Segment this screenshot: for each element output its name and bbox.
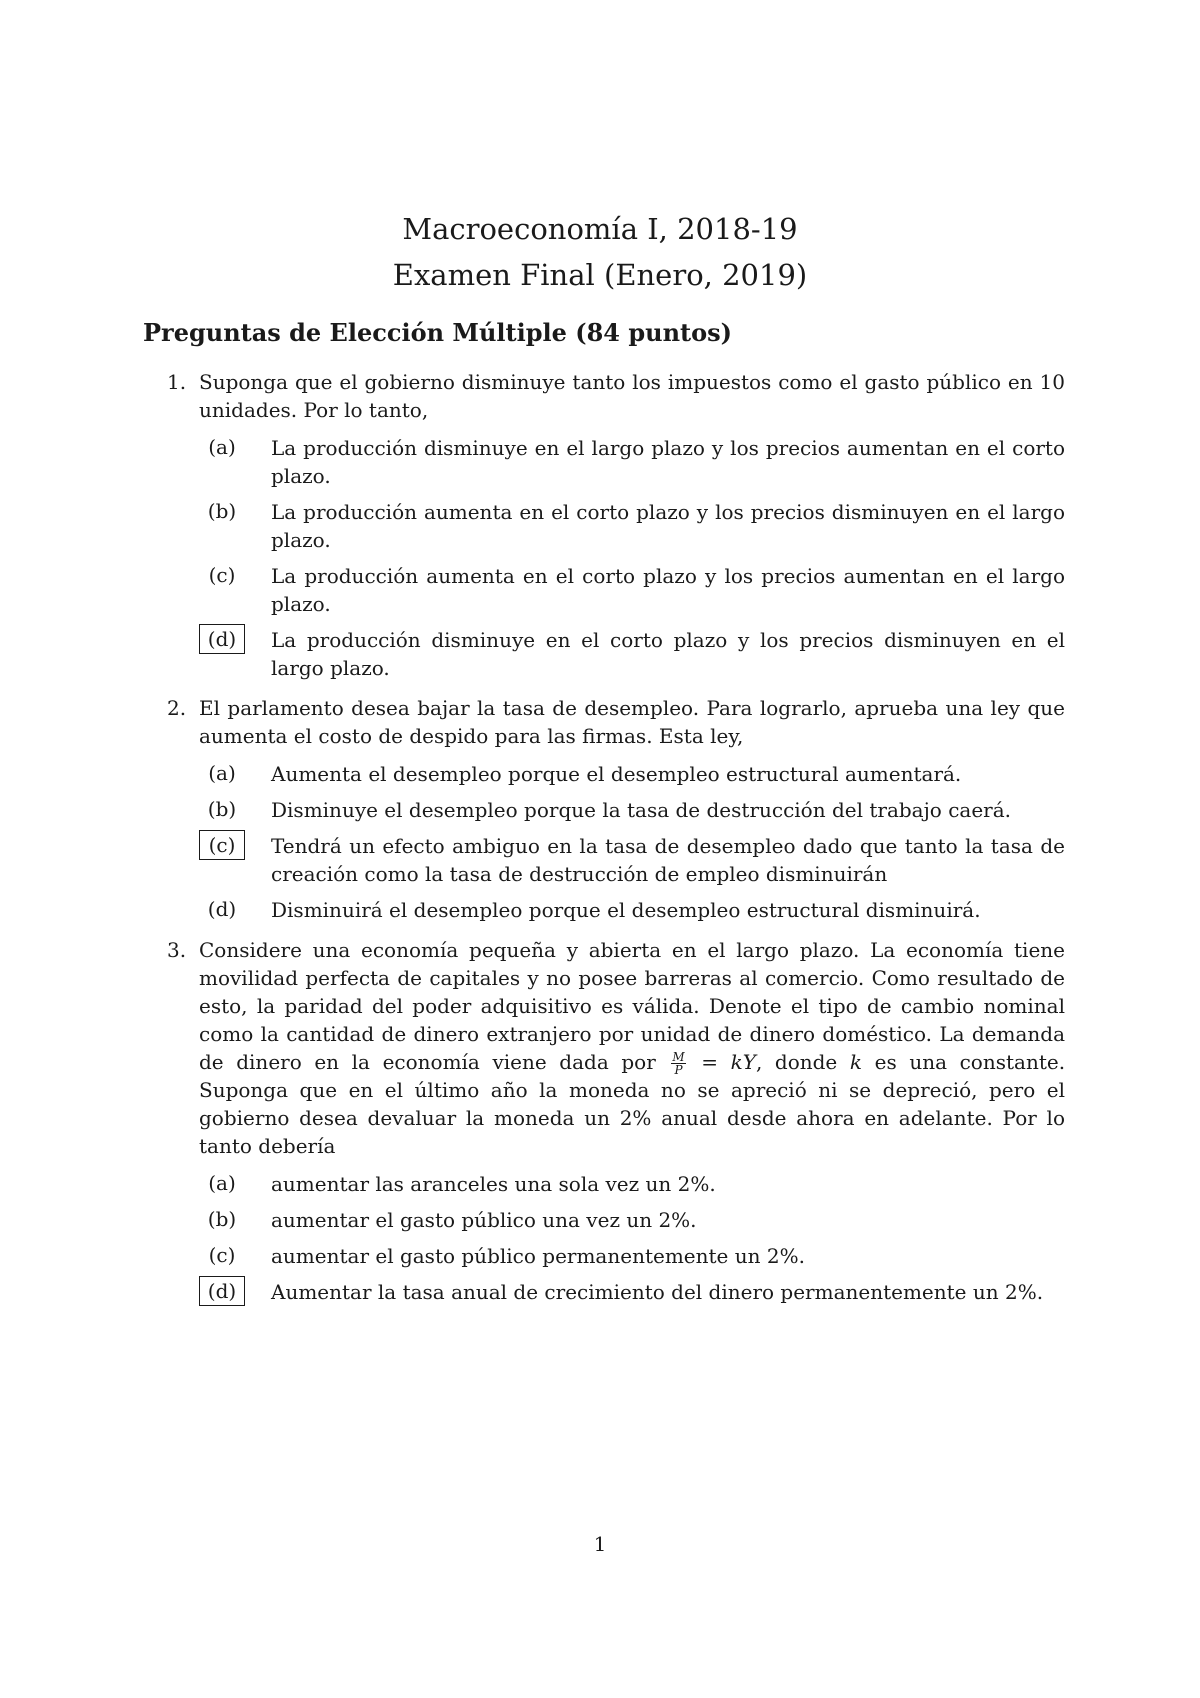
option-label: (d) (207, 897, 237, 921)
option-text: Disminuye el desempleo porque la tasa de destrucción del trabajo caerá. (271, 798, 1011, 822)
question-text (199, 936, 1065, 1160)
option-c (199, 832, 1065, 888)
fraction-numerator: M (672, 1050, 685, 1064)
question-text-part: es una constante. Suponga que en el último año la moneda no se apreció ni se depreció, pero el gobierno desea devaluar la moneda un 2% anual desde ahora en adelante. Por lo tanto debería (199, 1050, 1066, 1158)
option-text: La producción aumenta en el corto plazo y los precios disminuyen en el largo plazo. (271, 500, 1065, 552)
option-text: La producción disminuye en el largo plazo y los precios aumentan en el corto plazo. (271, 436, 1065, 488)
fraction-denominator: P (674, 1063, 683, 1077)
option-c (199, 562, 1065, 618)
option-label: (a) (208, 761, 236, 785)
option-text: Aumentar la tasa anual de crecimiento del dinero permanentemente un 2%. (271, 1280, 1044, 1304)
question-text-part: Considere una economía pequeña y abierta en el largo plazo. La economía tiene movilidad perfecta de capitales y no posee barreras al comercio. Como resultado de esto, la paridad del poder adquisitivo es válida. Denote el tipo de cambio nominal como la cantidad de dinero extranjero por unidad de dinero doméstico. La demanda de dinero en la economía viene dada por (199, 938, 1065, 1074)
option-label: (c) (208, 563, 236, 587)
option-text: Disminuirá el desempleo porque el desempleo estructural disminuirá. (271, 898, 981, 922)
course-title: Macroeconomía I, 2018-19 (402, 212, 798, 246)
option-d (199, 1278, 1065, 1306)
option-b (199, 1206, 1065, 1234)
option-d (199, 896, 1065, 924)
question-3 (143, 936, 1065, 1306)
options-list (199, 434, 1065, 682)
correct-answer-box: (d) (199, 624, 245, 654)
option-text: La producción disminuye en el corto plazo y los precios disminuyen en el largo plazo. (271, 628, 1065, 680)
question-number: 3. (167, 938, 187, 962)
option-text: aumentar el gasto público una vez un 2%. (271, 1208, 697, 1232)
option-text: Aumenta el desempleo porque el desempleo estructural aumentará. (271, 762, 962, 786)
options-list (199, 1170, 1065, 1306)
option-a (199, 760, 1065, 788)
question-number: 2. (167, 696, 187, 720)
option-b (199, 796, 1065, 824)
option-label: (b) (207, 797, 237, 821)
question-text: Suponga que el gobierno disminuye tanto los impuestos como el gasto público en 10 unidades. Por lo tanto, (199, 370, 1065, 422)
page-number: 1 (593, 1532, 607, 1556)
title-block (0, 206, 1200, 298)
option-c (199, 1242, 1065, 1270)
option-b (199, 498, 1065, 554)
section-heading: Preguntas de Elección Múltiple (84 puntos) (143, 318, 732, 347)
question-number: 1. (167, 370, 187, 394)
option-d (199, 626, 1065, 682)
formula-rhs: = kY (701, 1050, 756, 1074)
exam-title: Examen Final (Enero, 2019) (392, 258, 808, 292)
options-list (199, 760, 1065, 924)
option-text: aumentar las aranceles una sola vez un 2%. (271, 1172, 716, 1196)
correct-answer-box: (c) (199, 830, 245, 860)
option-label: (a) (208, 435, 236, 459)
option-label: (b) (207, 1207, 237, 1231)
option-label: (c) (208, 1243, 236, 1267)
correct-answer-box: (d) (199, 1276, 245, 1306)
option-text: aumentar el gasto público permanentemente un 2%. (271, 1244, 805, 1268)
question-2 (143, 694, 1065, 924)
questions-list (143, 368, 1065, 1318)
option-a (199, 434, 1065, 490)
money-fraction (671, 1051, 685, 1076)
option-text: Tendrá un efecto ambiguo en la tasa de desempleo dado que tanto la tasa de creación como la tasa de destrucción de empleo disminuirán (271, 834, 1065, 886)
option-label: (b) (207, 499, 237, 523)
question-text-part: , donde (755, 1050, 838, 1074)
math-variable: k (849, 1050, 863, 1074)
question-1 (143, 368, 1065, 682)
option-text: La producción aumenta en el corto plazo y los precios aumentan en el largo plazo. (271, 564, 1065, 616)
question-text: El parlamento desea bajar la tasa de desempleo. Para lograrlo, aprueba una ley que aumenta el costo de despido para las firmas. Esta ley, (199, 696, 1065, 748)
option-label: (a) (208, 1171, 236, 1195)
option-a (199, 1170, 1065, 1198)
